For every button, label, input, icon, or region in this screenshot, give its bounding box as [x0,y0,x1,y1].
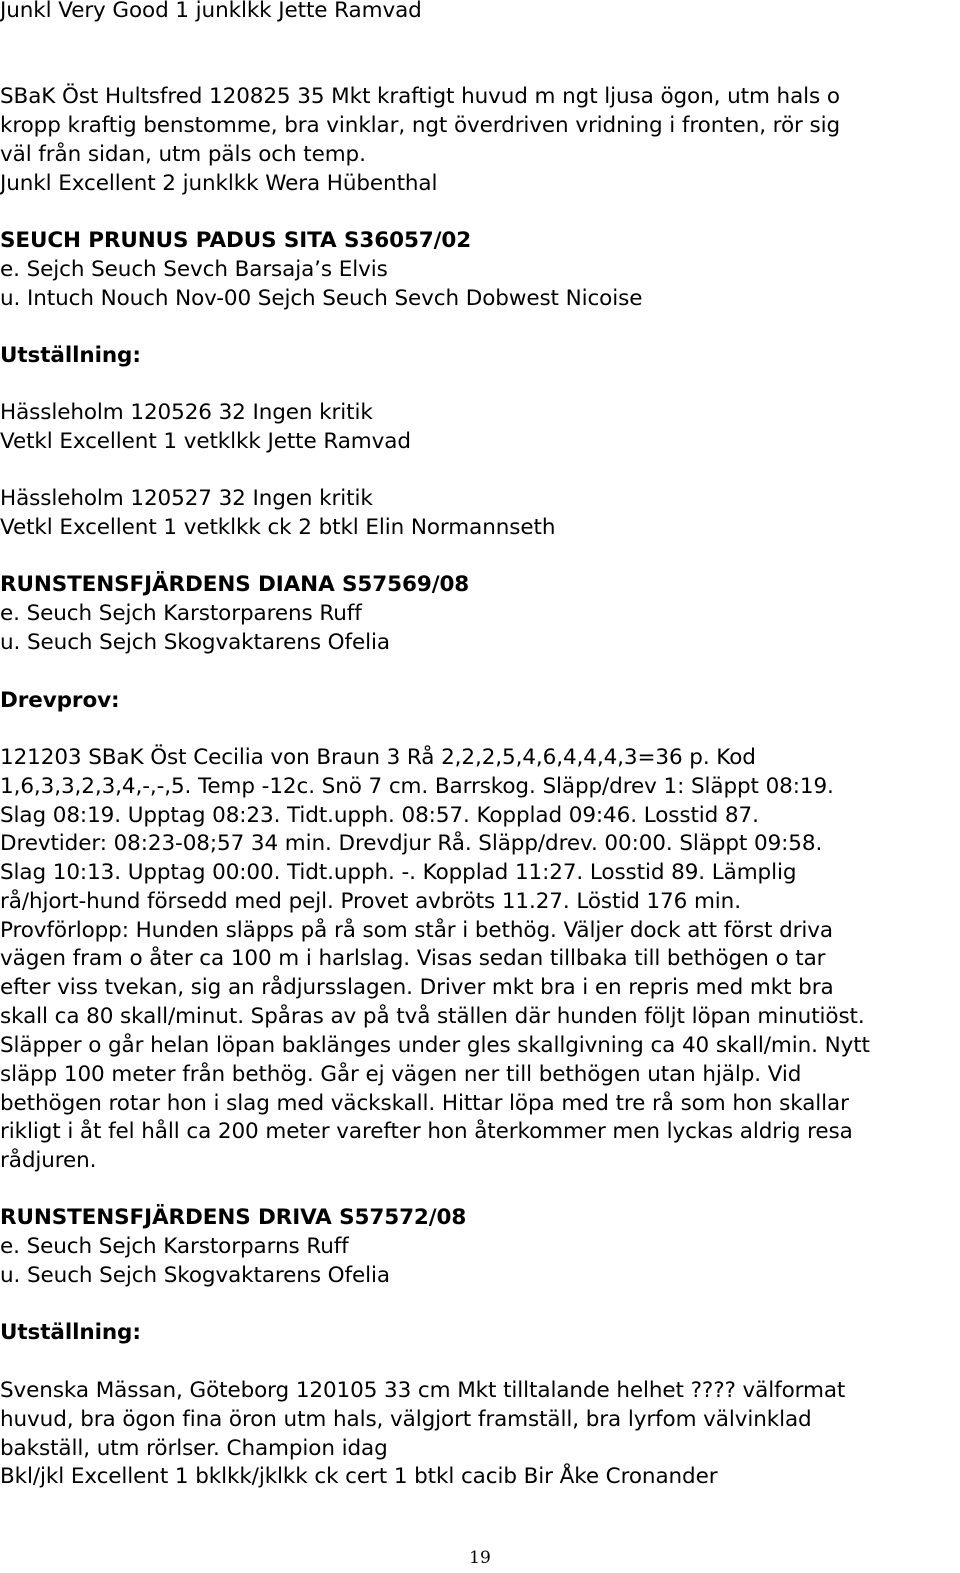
trial-report-line: rådjuren. [0,1148,97,1173]
show-report-line: bakställ, utm rörlser. Champion idag [0,1436,388,1461]
dam-line: u. Intuch Nouch Nov-00 Sejch Seuch Sevch Dobwest Nicoise [0,286,643,311]
trial-report-line: släpp 100 meter från bethög. Går ej vägen ner till bethögen utan hjälp. Vid [0,1062,802,1087]
trial-report-line: skall ca 80 skall/minut. Spåras av på två ställen där hunden följt löpan minutiöst. [0,1004,865,1029]
sire-line: e. Sejch Seuch Sevch Barsaja’s Elvis [0,257,388,282]
show-entry-line: Vetkl Excellent 1 vetklkk ck 2 btkl Elin Normannseth [0,515,556,540]
trial-report-line: rå/hjort-hund försedd med pejl. Provet avbröts 11.27. Löstid 176 min. [0,889,741,914]
section-heading-show: Utställning: [0,1320,141,1345]
show-report-line: Junkl Excellent 2 junklkk Wera Hübenthal [0,171,438,196]
show-entry-line: Hässleholm 120526 32 Ingen kritik [0,400,373,425]
trial-report-line: Provförlopp: Hunden släpps på rå som står i bethög. Väljer dock att först driva [0,918,833,943]
sire-line: e. Seuch Sejch Karstorparns Ruff [0,1234,349,1259]
trial-report-line: Slag 08:19. Upptag 08:23. Tidt.upph. 08:57. Kopplad 09:46. Losstid 87. [0,803,759,828]
award-line: Junkl Very Good 1 junklkk Jette Ramvad [0,0,422,23]
dam-line: u. Seuch Sejch Skogvaktarens Ofelia [0,1263,390,1288]
show-report-line: SBaK Öst Hultsfred 120825 35 Mkt kraftigt huvud m ngt ljusa ögon, utm hals o [0,84,840,109]
show-entry-line: Vetkl Excellent 1 vetklkk Jette Ramvad [0,429,411,454]
trial-report-line: bethögen rotar hon i slag med väckskall. Hittar löpa med tre rå som hon skallar [0,1091,849,1116]
trial-report-line: efter viss tvekan, sig an rådjursslagen. Driver mkt bra i en repris med mkt bra [0,975,834,1000]
show-report-line: kropp kraftig benstomme, bra vinklar, ngt överdriven vridning i fronten, rör sig [0,113,841,138]
dam-line: u. Seuch Sejch Skogvaktarens Ofelia [0,630,390,655]
trial-report-line: 121203 SBaK Öst Cecilia von Braun 3 Rå 2,2,2,5,4,6,4,4,4,3=36 p. Kod [0,745,756,770]
section-heading-trial: Drevprov: [0,688,120,713]
show-report-line: Svenska Mässan, Göteborg 120105 33 cm Mkt tilltalande helhet ???? välformat [0,1378,846,1403]
show-report-line: väl från sidan, utm päls och temp. [0,142,366,167]
show-entry-line: Hässleholm 120527 32 Ingen kritik [0,486,373,511]
trial-report-line: rikligt i åt fel håll ca 200 meter varefter hon återkommer men lyckas aldrig resa [0,1119,853,1144]
dog-name-heading: RUNSTENSFJÄRDENS DIANA S57569/08 [0,572,470,597]
dog-name-heading: SEUCH PRUNUS PADUS SITA S36057/02 [0,228,472,253]
section-heading-show: Utställning: [0,343,141,368]
dog-name-heading: RUNSTENSFJÄRDENS DRIVA S57572/08 [0,1205,467,1230]
show-report-line: huvud, bra ögon fina öron utm hals, välgjort framställ, bra lyrfom välvinklad [0,1407,812,1432]
trial-report-line: Släpper o går helan löpan baklänges under gles skallgivning ca 40 skall/min. Nytt [0,1033,870,1058]
trial-report-line: Slag 10:13. Upptag 00:00. Tidt.upph. -. Kopplad 11:27. Losstid 89. Lämplig [0,860,797,885]
trial-report-line: 1,6,3,3,2,3,4,-,-,5. Temp -12c. Snö 7 cm. Barrskog. Släpp/drev 1: Släppt 08:19. [0,774,834,799]
sire-line: e. Seuch Sejch Karstorparens Ruff [0,601,362,626]
page-number: 19 [469,1548,491,1568]
trial-report-line: vägen fram o åter ca 100 m i harlslag. Visas sedan tillbaka till bethögen o tar [0,946,826,971]
show-report-line: Bkl/jkl Excellent 1 bklkk/jklkk ck cert 1 btkl cacib Bir Åke Cronander [0,1464,718,1489]
trial-report-line: Drevtider: 08:23-08;57 34 min. Drevdjur Rå. Släpp/drev. 00:00. Släppt 09:58. [0,831,823,856]
